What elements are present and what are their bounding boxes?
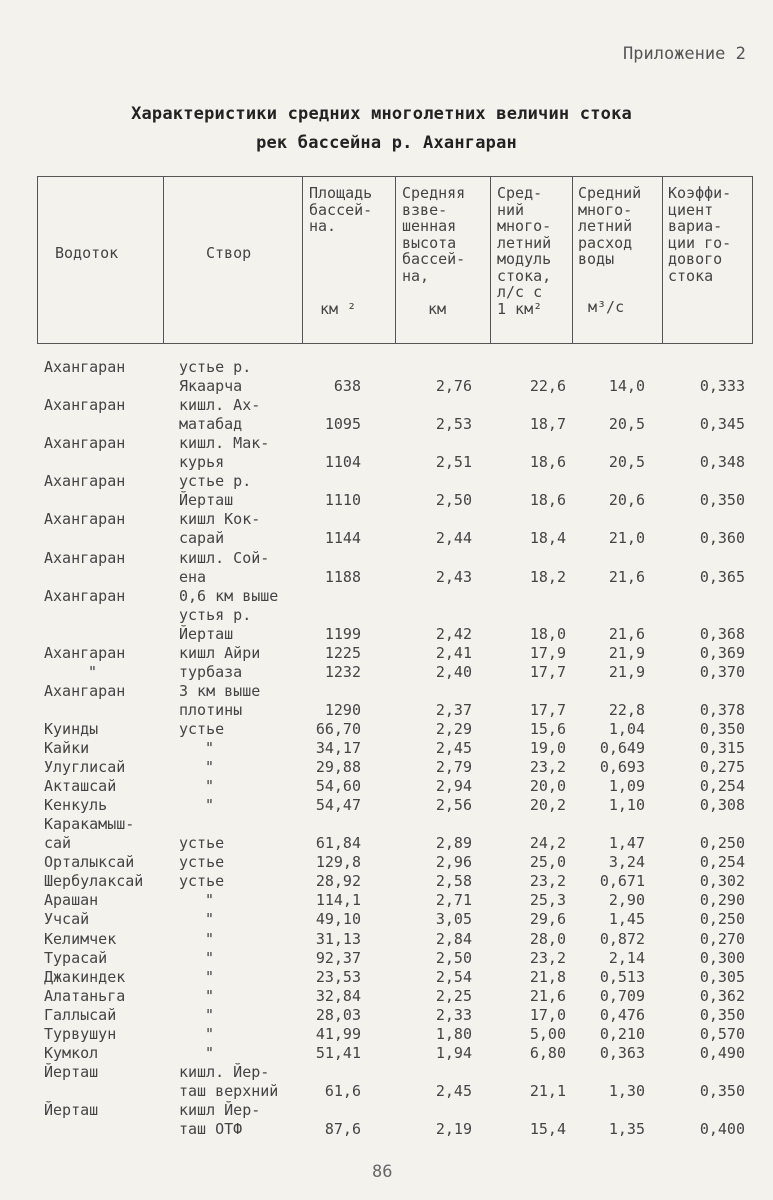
cell-site: 0,6 км выше (179, 586, 279, 605)
header-basin-area: Площадь бассей- на. (309, 184, 373, 235)
cell-site: " (205, 1043, 215, 1062)
cell-site: " (205, 910, 215, 929)
cell-site: " (205, 986, 215, 1005)
cell-watercourse: Ахангаран (44, 434, 126, 453)
cell-cv: 0,368 (699, 624, 745, 643)
cell-cv: 0,348 (699, 453, 745, 472)
cell-site: кишл. Мак- (179, 434, 270, 453)
cell-watercourse: Галлысай (44, 1005, 117, 1024)
cell-cv: 0,400 (699, 1120, 745, 1138)
cell-cv: 0,490 (699, 1043, 745, 1062)
table-row (0, 529, 773, 548)
cell-cv: 0,315 (699, 739, 745, 757)
header-runoff-modulus: Сред- ний много- летний модуль стока, л/с с 1 км² (497, 184, 552, 318)
table-row (0, 1006, 773, 1025)
cell-site: " (205, 1005, 215, 1024)
cell-discharge: 14,0 (608, 377, 645, 396)
table-row (0, 758, 773, 777)
cell-area: 61,84 (315, 834, 361, 853)
cell-watercourse: Келимчек (44, 929, 117, 948)
cell-height: 2,45 (435, 739, 472, 757)
cell-height: 2,76 (435, 377, 472, 396)
header-mean-discharge: Средний много- летний расход воды (578, 184, 642, 268)
table-row (0, 1063, 773, 1082)
table-row (0, 510, 773, 529)
cell-modulus: 18,2 (529, 567, 566, 586)
cell-watercourse: Акташсай (44, 777, 117, 796)
cell-site: матабад (179, 415, 243, 434)
cell-modulus: 18,0 (529, 624, 566, 643)
table-row (0, 491, 773, 510)
cell-area: 61,6 (324, 1081, 361, 1100)
cell-watercourse: Орталыксай (44, 853, 135, 872)
cell-area: 41,99 (315, 1024, 361, 1043)
cell-discharge: 0,649 (599, 739, 645, 757)
cell-modulus: 5,00 (529, 1024, 566, 1043)
table-row (0, 568, 773, 587)
cell-cv: 0,275 (699, 758, 745, 777)
cell-discharge: 0,476 (599, 1005, 645, 1024)
cell-cv: 0,362 (699, 986, 745, 1005)
cell-modulus: 23,2 (529, 758, 566, 777)
cell-site: устье (179, 872, 225, 891)
cell-area: 1095 (324, 415, 361, 434)
table-row (0, 434, 773, 453)
cell-cv: 0,350 (699, 719, 745, 738)
cell-discharge: 0,709 (599, 986, 645, 1005)
cell-height: 2,53 (435, 415, 472, 434)
table-row (0, 739, 773, 758)
cell-modulus: 18,7 (529, 415, 566, 434)
cell-height: 1,80 (435, 1024, 472, 1043)
column-divider (163, 177, 164, 343)
cell-watercourse: Шербулаксай (44, 872, 144, 891)
table-row (0, 796, 773, 815)
table-row (0, 415, 773, 434)
table-title-line-2: рек бассейна р. Ахангаран (256, 133, 517, 153)
cell-site: " (205, 929, 215, 948)
column-divider (395, 177, 396, 343)
cell-cv: 0,350 (699, 1081, 745, 1100)
header-gauge-site: Створ (206, 244, 252, 262)
cell-discharge: 0,671 (599, 872, 645, 891)
cell-cv: 0,308 (699, 796, 745, 815)
cell-area: 49,10 (315, 910, 361, 929)
table-row (0, 834, 773, 853)
table-row (0, 396, 773, 415)
cell-site: устье (179, 853, 225, 872)
cell-watercourse: Джакиндек (44, 967, 126, 986)
cell-cv: 0,370 (699, 662, 745, 681)
cell-area: 1110 (324, 491, 361, 510)
cell-cv: 0,350 (699, 491, 745, 510)
table-row (0, 1120, 773, 1139)
cell-modulus: 15,6 (529, 719, 566, 738)
cell-site: кишл. Йер- (179, 1062, 270, 1081)
column-divider (302, 177, 303, 343)
cell-watercourse: Ахангаран (44, 396, 126, 415)
cell-discharge: 21,6 (608, 567, 645, 586)
cell-discharge: 0,210 (599, 1024, 645, 1043)
table-row (0, 815, 773, 834)
cell-cv: 0,302 (699, 872, 745, 891)
cell-site: устье (179, 719, 225, 738)
cell-site: " (205, 948, 215, 967)
table-row (0, 968, 773, 987)
cell-watercourse: Кенкуль (44, 796, 108, 815)
cell-height: 2,41 (435, 643, 472, 662)
table-row (0, 930, 773, 949)
cell-site: плотины (179, 700, 243, 719)
table-header (37, 176, 753, 344)
cell-site: Йерташ (179, 624, 234, 643)
cell-cv: 0,345 (699, 415, 745, 434)
cell-discharge: 1,30 (608, 1081, 645, 1100)
cell-discharge: 21,6 (608, 624, 645, 643)
table-row (0, 663, 773, 682)
cell-modulus: 17,9 (529, 643, 566, 662)
cell-height: 2,25 (435, 986, 472, 1005)
cell-area: 54,47 (315, 796, 361, 815)
cell-watercourse: Ахангаран (44, 643, 126, 662)
cell-modulus: 23,2 (529, 872, 566, 891)
cell-modulus: 20,0 (529, 777, 566, 796)
cell-modulus: 17,7 (529, 700, 566, 719)
table-row (0, 549, 773, 568)
cell-discharge: 20,5 (608, 415, 645, 434)
table-row (0, 1082, 773, 1101)
cell-area: 28,92 (315, 872, 361, 891)
cell-watercourse: сай (44, 834, 72, 853)
cell-watercourse: Ахангаран (44, 548, 126, 567)
cell-discharge: 2,14 (608, 948, 645, 967)
header-mean-height-unit: км (428, 300, 447, 318)
cell-watercourse: Ахангаран (44, 510, 126, 529)
cell-modulus: 25,0 (529, 853, 566, 872)
table-row (0, 1101, 773, 1120)
cell-height: 2,79 (435, 758, 472, 777)
cell-area: 1225 (324, 643, 361, 662)
cell-discharge: 20,6 (608, 491, 645, 510)
cell-area: 1144 (324, 529, 361, 548)
cell-height: 2,96 (435, 853, 472, 872)
cell-site: " (205, 796, 215, 815)
cell-site: таш ОТФ (179, 1120, 243, 1138)
cell-site: устье (179, 834, 225, 853)
cell-watercourse: Кумкол (44, 1043, 99, 1062)
cell-site: таш верхний (179, 1081, 279, 1100)
cell-site: кишл. Ах- (179, 396, 261, 415)
cell-height: 2,33 (435, 1005, 472, 1024)
cell-modulus: 29,6 (529, 910, 566, 929)
cell-cv: 0,254 (699, 853, 745, 872)
cell-height: 2,45 (435, 1081, 472, 1100)
cell-cv: 0,250 (699, 910, 745, 929)
cell-site: устья р. (179, 605, 252, 624)
cell-height: 2,54 (435, 967, 472, 986)
cell-area: 87,6 (324, 1120, 361, 1138)
header-basin-area-unit: км ² (320, 300, 357, 318)
cell-site: Йерташ (179, 491, 234, 510)
cell-height: 2,50 (435, 491, 472, 510)
cell-area: 92,37 (315, 948, 361, 967)
column-divider (662, 177, 663, 343)
cell-modulus: 21,6 (529, 986, 566, 1005)
cell-cv: 0,365 (699, 567, 745, 586)
table-row (0, 872, 773, 891)
table-title-line-1: Характеристики средних многолетних величин стока (131, 104, 632, 124)
table-row (0, 701, 773, 720)
cell-area: 51,41 (315, 1043, 361, 1062)
cell-discharge: 1,35 (608, 1120, 645, 1138)
cell-height: 2,43 (435, 567, 472, 586)
cell-site: курья (179, 453, 225, 472)
cell-modulus: 28,0 (529, 929, 566, 948)
cell-watercourse: Ахангаран (44, 472, 126, 491)
cell-modulus: 22,6 (529, 377, 566, 396)
cell-modulus: 18,4 (529, 529, 566, 548)
table-row (0, 891, 773, 910)
cell-site: " (205, 739, 215, 757)
cell-cv: 0,305 (699, 967, 745, 986)
cell-site: турбаза (179, 662, 243, 681)
cell-height: 1,94 (435, 1043, 472, 1062)
cell-site: " (205, 758, 215, 777)
cell-site: 3 км выше (179, 681, 261, 700)
cell-site: " (205, 967, 215, 986)
cell-modulus: 15,4 (529, 1120, 566, 1138)
cell-modulus: 17,0 (529, 1005, 566, 1024)
cell-height: 2,19 (435, 1120, 472, 1138)
cell-modulus: 21,8 (529, 967, 566, 986)
cell-area: 1188 (324, 567, 361, 586)
table-row (0, 606, 773, 625)
cell-discharge: 21,9 (608, 662, 645, 681)
header-mean-height: Средняя взве- шенная высота бассей- на, (402, 184, 466, 285)
table-row (0, 682, 773, 701)
cell-site: кишл Йер- (179, 1100, 261, 1119)
cell-site: ена (179, 567, 207, 586)
cell-height: 2,84 (435, 929, 472, 948)
cell-area: 1232 (324, 662, 361, 681)
cell-watercourse: Ахангаран (44, 358, 126, 376)
cell-modulus: 17,7 (529, 662, 566, 681)
cell-area: 1104 (324, 453, 361, 472)
cell-modulus: 19,0 (529, 739, 566, 757)
cell-discharge: 21,9 (608, 643, 645, 662)
cell-site: устье р. (179, 358, 252, 376)
cell-cv: 0,333 (699, 377, 745, 396)
cell-discharge: 22,8 (608, 700, 645, 719)
cell-discharge: 0,693 (599, 758, 645, 777)
cell-height: 2,44 (435, 529, 472, 548)
cell-area: 29,88 (315, 758, 361, 777)
cell-site: кишл. Сой- (179, 548, 270, 567)
cell-area: 23,53 (315, 967, 361, 986)
cell-height: 2,51 (435, 453, 472, 472)
cell-cv: 0,254 (699, 777, 745, 796)
cell-height: 2,40 (435, 662, 472, 681)
cell-watercourse: Ахангаран (44, 586, 126, 605)
cell-area: 638 (333, 377, 361, 396)
header-variation-coefficient: Коэффи- циент вариа- ции го- дового стока (668, 184, 732, 285)
table-row (0, 987, 773, 1006)
cell-cv: 0,290 (699, 891, 745, 910)
cell-area: 31,13 (315, 929, 361, 948)
table-row (0, 1044, 773, 1063)
cell-cv: 0,378 (699, 700, 745, 719)
cell-area: 34,17 (315, 739, 361, 757)
cell-height: 2,42 (435, 624, 472, 643)
cell-site: кишл Кок- (179, 510, 261, 529)
cell-discharge: 0,872 (599, 929, 645, 948)
cell-watercourse: " (88, 662, 98, 681)
cell-discharge: 1,09 (608, 777, 645, 796)
cell-height: 2,71 (435, 891, 472, 910)
cell-discharge: 1,47 (608, 834, 645, 853)
cell-height: 2,94 (435, 777, 472, 796)
cell-height: 2,56 (435, 796, 472, 815)
cell-area: 32,84 (315, 986, 361, 1005)
header-watercourse: Водоток (55, 244, 119, 262)
cell-watercourse: Турасай (44, 948, 108, 967)
cell-site: устье р. (179, 472, 252, 491)
cell-discharge: 1,45 (608, 910, 645, 929)
cell-discharge: 2,90 (608, 891, 645, 910)
cell-watercourse: Учсай (44, 910, 90, 929)
cell-area: 114,1 (315, 891, 361, 910)
page-number: 86 (372, 1162, 393, 1182)
table-row (0, 453, 773, 472)
cell-watercourse: Йерташ (44, 1062, 99, 1081)
cell-watercourse: Турвушун (44, 1024, 117, 1043)
table-row (0, 853, 773, 872)
cell-modulus: 24,2 (529, 834, 566, 853)
table-row (0, 1025, 773, 1044)
cell-height: 3,05 (435, 910, 472, 929)
table-row (0, 949, 773, 968)
cell-watercourse: Куинды (44, 719, 99, 738)
cell-modulus: 23,2 (529, 948, 566, 967)
table-row (0, 358, 773, 377)
cell-site: кишл Айри (179, 643, 261, 662)
table-row (0, 910, 773, 929)
cell-discharge: 0,513 (599, 967, 645, 986)
cell-modulus: 21,1 (529, 1081, 566, 1100)
cell-discharge: 20,5 (608, 453, 645, 472)
cell-modulus: 6,80 (529, 1043, 566, 1062)
header-mean-discharge-unit: м³/с (588, 298, 625, 316)
cell-discharge: 3,24 (608, 853, 645, 872)
cell-area: 28,03 (315, 1005, 361, 1024)
cell-watercourse: Кайки (44, 739, 90, 757)
cell-site: сарай (179, 529, 225, 548)
table-row (0, 587, 773, 606)
cell-area: 129,8 (315, 853, 361, 872)
cell-watercourse: Каракамыш- (44, 815, 135, 834)
cell-cv: 0,360 (699, 529, 745, 548)
cell-cv: 0,570 (699, 1024, 745, 1043)
cell-cv: 0,270 (699, 929, 745, 948)
cell-area: 66,70 (315, 719, 361, 738)
cell-area: 1290 (324, 700, 361, 719)
table-row (0, 625, 773, 644)
cell-height: 2,89 (435, 834, 472, 853)
cell-discharge: 0,363 (599, 1043, 645, 1062)
cell-height: 2,58 (435, 872, 472, 891)
cell-height: 2,50 (435, 948, 472, 967)
cell-site: " (205, 777, 215, 796)
table-row (0, 720, 773, 739)
column-divider (572, 177, 573, 343)
table-row (0, 777, 773, 796)
cell-watercourse: Улуглисай (44, 758, 126, 777)
cell-site: " (205, 891, 215, 910)
cell-watercourse: Ахангаран (44, 681, 126, 700)
cell-watercourse: Йерташ (44, 1100, 99, 1119)
cell-modulus: 18,6 (529, 491, 566, 510)
table-row (0, 377, 773, 396)
cell-modulus: 18,6 (529, 453, 566, 472)
cell-discharge: 21,0 (608, 529, 645, 548)
table-row (0, 472, 773, 491)
cell-watercourse: Алатаньга (44, 986, 126, 1005)
cell-modulus: 25,3 (529, 891, 566, 910)
column-divider (490, 177, 491, 343)
cell-watercourse: Арашан (44, 891, 99, 910)
cell-height: 2,37 (435, 700, 472, 719)
cell-discharge: 1,10 (608, 796, 645, 815)
cell-cv: 0,250 (699, 834, 745, 853)
cell-cv: 0,350 (699, 1005, 745, 1024)
cell-area: 54,60 (315, 777, 361, 796)
cell-site: Якаарча (179, 377, 243, 396)
cell-cv: 0,300 (699, 948, 745, 967)
cell-height: 2,29 (435, 719, 472, 738)
cell-discharge: 1,04 (608, 719, 645, 738)
cell-cv: 0,369 (699, 643, 745, 662)
cell-modulus: 20,2 (529, 796, 566, 815)
cell-area: 1199 (324, 624, 361, 643)
table-row (0, 644, 773, 663)
cell-site: " (205, 1024, 215, 1043)
appendix-label: Приложение 2 (623, 44, 746, 64)
